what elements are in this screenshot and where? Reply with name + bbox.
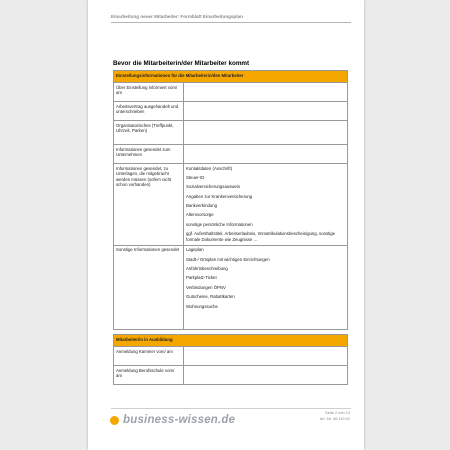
- row-label: Organisatorisches (Treffpunkt, Uhrzeit, Parken): [114, 121, 184, 145]
- row-items-cell: [184, 164, 348, 246]
- page-number: Seite 2 von 13: [325, 410, 350, 415]
- trainee-table: [113, 334, 348, 385]
- list-item: Steuer-ID: [186, 174, 205, 180]
- table-heading-row: [114, 335, 348, 347]
- row-label: Sonstige Informationen gesendet: [114, 245, 184, 329]
- list-item: Verbindungen ÖPNV: [186, 284, 226, 290]
- table-row: [114, 121, 348, 145]
- row-entry-cell[interactable]: [184, 366, 348, 385]
- table-row: [114, 164, 348, 246]
- table-row: [114, 145, 348, 164]
- row-label: Informationen gesendet, zu Unterlagen, die mitgebracht werden müssen (sofern nicht schon vorhanden): [114, 164, 184, 246]
- page-meta: [320, 410, 350, 422]
- table-row: [114, 347, 348, 366]
- list-item: Kontaktdaten (Anschrift): [186, 165, 233, 171]
- section-title: Bevor die Mitarbeiterin/der Mitarbeiter kommt: [113, 60, 250, 67]
- list-item: Wohnungssuche: [186, 303, 218, 309]
- info-list: [186, 247, 345, 313]
- table-row: [114, 245, 348, 329]
- row-entry-cell[interactable]: [184, 102, 348, 121]
- table-row: [114, 366, 348, 385]
- table-heading: Mitarbeiter/in in Ausbildung: [114, 335, 348, 347]
- row-items-cell: [184, 245, 348, 329]
- row-label: Anmeldung Berufsschule vom/ am: [114, 366, 184, 385]
- list-item: Sozialversicherungsausweis: [186, 184, 240, 190]
- list-item: Altersvorsorge: [186, 212, 214, 218]
- brand-logo: [110, 414, 235, 426]
- list-item: sonstige persönliche Informationen: [186, 221, 253, 227]
- logo-dot-icon: [110, 416, 119, 425]
- document-header-title: Einarbeitung neuer Mitarbeiter: Formblatt Einarbeitungsplan: [111, 14, 243, 19]
- list-item: Gutscheine, Rabattkarten: [186, 294, 235, 300]
- row-label: Arbeitsvertrag ausgehandelt und unterschrieben: [114, 102, 184, 121]
- footer-divider: [111, 408, 351, 409]
- row-entry-cell[interactable]: [184, 347, 348, 366]
- article-number: Art.-Nr. 06.119.02: [319, 415, 350, 421]
- list-item: Bankverbindung: [186, 203, 218, 209]
- table-heading-row: [114, 71, 348, 83]
- list-item: Parkplatz-Ticket: [186, 275, 217, 281]
- list-item: Stadt-/ Ortsplan mit wichtigen Einrichtungen: [186, 256, 270, 262]
- row-label: Über Einstellung informiert vom/ am: [114, 83, 184, 102]
- hiring-info-table: [113, 70, 348, 330]
- list-item: Lageplan: [186, 247, 204, 253]
- list-item: Angaben zur Krankenversicherung: [186, 193, 253, 199]
- header-divider: [111, 22, 351, 23]
- document-list: [186, 166, 345, 244]
- table-row: [114, 83, 348, 102]
- list-item: ggf. Aufenthaltstitel, Arbeitserlaubnis, Immatrikulationsbescheinigung, sonstige formale Dokumente wie Zeugnisse …: [186, 231, 336, 242]
- list-item: Anfahrtsbeschreibung: [186, 266, 228, 272]
- row-label: Informationen gesendet zum Unternehmen: [114, 145, 184, 164]
- row-label: Anmeldung Kammer vom/ am: [114, 347, 184, 366]
- logo-text: business-wissen.de: [123, 414, 236, 426]
- row-entry-cell[interactable]: [184, 121, 348, 145]
- row-entry-cell[interactable]: [184, 145, 348, 164]
- row-entry-cell[interactable]: [184, 83, 348, 102]
- table-row: [114, 102, 348, 121]
- table-heading: Einstellungsinformationen für die Mitarbeiterin/den Mitarbeiter: [114, 71, 348, 83]
- document-page: [88, 0, 364, 450]
